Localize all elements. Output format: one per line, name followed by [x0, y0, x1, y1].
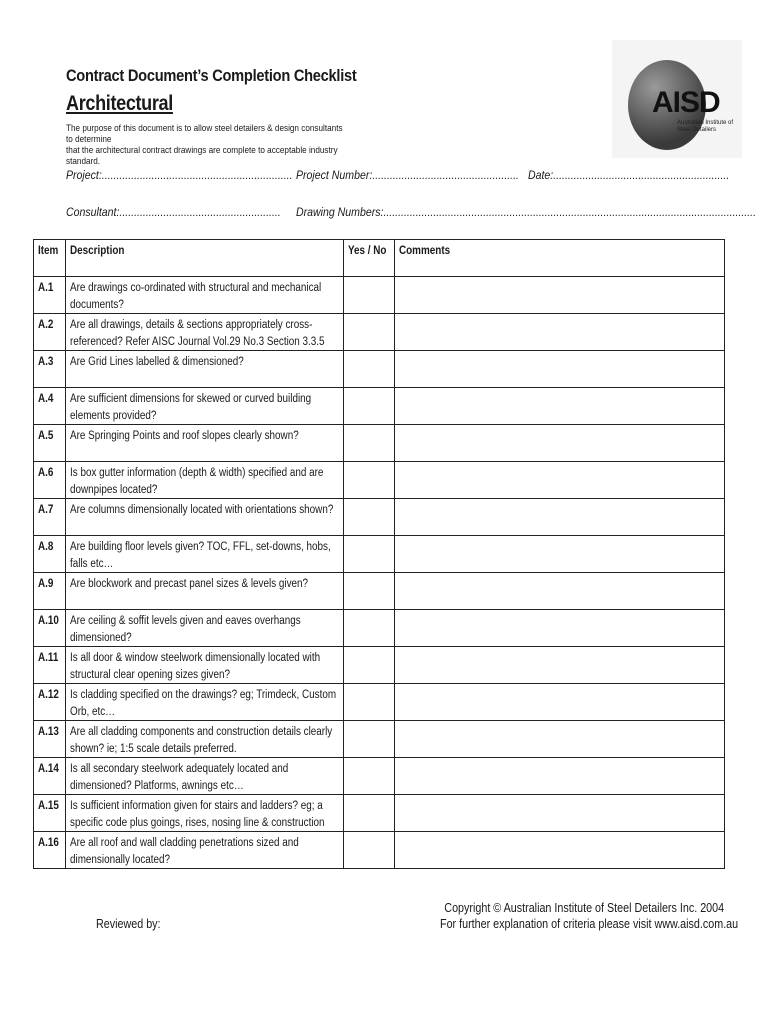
project-number-field[interactable]: Project Number:..................................................	[296, 168, 519, 182]
item-description: Is sufficient information given for stairs and ladders? eg; a specific code plus goings, rises, nosing line & construction	[66, 795, 344, 831]
comments-cell[interactable]	[395, 425, 726, 461]
item-number: A.3	[34, 351, 66, 387]
table-row	[34, 647, 725, 684]
item-number: A.13	[34, 721, 66, 757]
item-description: Are drawings co-ordinated with structural and mechanical documents?	[66, 277, 344, 313]
table-row	[34, 795, 725, 832]
logo-sub-line-2: Steel Detailers	[677, 127, 717, 133]
header-yes-no: Yes / No	[344, 240, 395, 276]
table-row	[34, 758, 725, 795]
document-title: Contract Document’s Completion Checklist	[66, 66, 357, 85]
comments-cell[interactable]	[395, 499, 726, 535]
logo-subtext	[677, 120, 737, 134]
table-row	[34, 610, 725, 647]
project-field[interactable]: Project:.................................................................	[66, 168, 293, 182]
table-row	[34, 499, 725, 536]
logo-sub-line-1: Australian Institute of	[677, 120, 734, 126]
table-row	[34, 832, 725, 869]
consultant-field[interactable]: Consultant:.......................................................	[66, 205, 281, 219]
purpose-line-1: The purpose of this document is to allow steel detailers & design consultants to determine	[66, 123, 343, 145]
item-number: A.6	[34, 462, 66, 498]
item-number: A.14	[34, 758, 66, 794]
yes-no-cell[interactable]	[344, 425, 395, 461]
table-row	[34, 425, 725, 462]
item-description: Is all door & window steelwork dimensionally located with structural clear opening sizes given?	[66, 647, 344, 683]
item-number: A.2	[34, 314, 66, 350]
purpose-line-2: that the architectural contract drawings are complete to acceptable industry standard.	[66, 145, 338, 167]
yes-no-cell[interactable]	[344, 795, 395, 831]
item-description: Are Grid Lines labelled & dimensioned?	[66, 351, 344, 387]
comments-cell[interactable]	[395, 314, 726, 350]
purpose-text	[66, 123, 350, 167]
item-description: Are blockwork and precast panel sizes & levels given?	[66, 573, 344, 609]
comments-cell[interactable]	[395, 832, 726, 868]
header-description: Description	[66, 240, 344, 276]
comments-cell[interactable]	[395, 647, 726, 683]
comments-cell[interactable]	[395, 536, 726, 572]
yes-no-cell[interactable]	[344, 462, 395, 498]
item-number: A.4	[34, 388, 66, 424]
item-description: Are columns dimensionally located with orientations shown?	[66, 499, 344, 535]
yes-no-cell[interactable]	[344, 388, 395, 424]
table-row	[34, 536, 725, 573]
yes-no-cell[interactable]	[344, 351, 395, 387]
yes-no-cell[interactable]	[344, 647, 395, 683]
yes-no-cell[interactable]	[344, 721, 395, 757]
comments-cell[interactable]	[395, 684, 726, 720]
item-description: Are ceiling & soffit levels given and eaves overhangs dimensioned?	[66, 610, 344, 646]
table-row	[34, 462, 725, 499]
yes-no-cell[interactable]	[344, 277, 395, 313]
checklist-table	[33, 239, 725, 869]
comments-cell[interactable]	[395, 388, 726, 424]
item-number: A.7	[34, 499, 66, 535]
date-field[interactable]: Date:............................................................	[528, 168, 730, 182]
item-number: A.5	[34, 425, 66, 461]
drawing-numbers-field[interactable]: Drawing Numbers:...............................................................................................................................	[296, 205, 757, 219]
copyright-line: Copyright © Australian Institute of Steel Detailers Inc. 2004	[444, 901, 725, 915]
document-subtitle: Architectural	[66, 92, 173, 115]
comments-cell[interactable]	[395, 573, 726, 609]
item-number: A.10	[34, 610, 66, 646]
comments-cell[interactable]	[395, 795, 726, 831]
item-number: A.15	[34, 795, 66, 831]
table-row	[34, 351, 725, 388]
table-row	[34, 684, 725, 721]
item-description: Are all drawings, details & sections appropriately cross-referenced? Refer AISC Journal Vol.29 No.3 Section 3.3.5	[66, 314, 344, 350]
item-number: A.11	[34, 647, 66, 683]
item-number: A.9	[34, 573, 66, 609]
yes-no-cell[interactable]	[344, 536, 395, 572]
item-number: A.16	[34, 832, 66, 868]
item-number: A.8	[34, 536, 66, 572]
item-description: Are Springing Points and roof slopes clearly shown?	[66, 425, 344, 461]
item-description: Are sufficient dimensions for skewed or curved building elements provided?	[66, 388, 344, 424]
comments-cell[interactable]	[395, 351, 726, 387]
yes-no-cell[interactable]	[344, 610, 395, 646]
comments-cell[interactable]	[395, 610, 726, 646]
item-description: Are all cladding components and construction details clearly shown? ie; 1:5 scale details preferred.	[66, 721, 344, 757]
table-row	[34, 721, 725, 758]
comments-cell[interactable]	[395, 721, 726, 757]
table-header-row	[34, 240, 725, 277]
yes-no-cell[interactable]	[344, 832, 395, 868]
yes-no-cell[interactable]	[344, 684, 395, 720]
item-number: A.12	[34, 684, 66, 720]
table-row	[34, 277, 725, 314]
yes-no-cell[interactable]	[344, 499, 395, 535]
yes-no-cell[interactable]	[344, 573, 395, 609]
comments-cell[interactable]	[395, 758, 726, 794]
item-description: Is box gutter information (depth & width) specified and are downpipes located?	[66, 462, 344, 498]
header-item: Item	[34, 240, 66, 276]
reviewed-by-label: Reviewed by:	[96, 917, 161, 931]
item-number: A.1	[34, 277, 66, 313]
logo-text: AISD	[652, 86, 720, 119]
item-description: Is cladding specified on the drawings? eg; Trimdeck, Custom Orb, etc…	[66, 684, 344, 720]
item-description: Is all secondary steelwork adequately located and dimensioned? Platforms, awnings etc…	[66, 758, 344, 794]
table-row	[34, 388, 725, 425]
table-row	[34, 314, 725, 351]
comments-cell[interactable]	[395, 462, 726, 498]
item-description: Are all roof and wall cladding penetrations sized and dimensionally located?	[66, 832, 344, 868]
table-row	[34, 573, 725, 610]
yes-no-cell[interactable]	[344, 314, 395, 350]
comments-cell[interactable]	[395, 277, 726, 313]
yes-no-cell[interactable]	[344, 758, 395, 794]
item-description: Are building floor levels given? TOC, FFL, set-downs, hobs, falls etc…	[66, 536, 344, 572]
copyright-notice	[440, 900, 738, 932]
further-info-line: For further explanation of criteria please visit www.aisd.com.au	[440, 917, 739, 931]
header-comments: Comments	[395, 240, 726, 276]
